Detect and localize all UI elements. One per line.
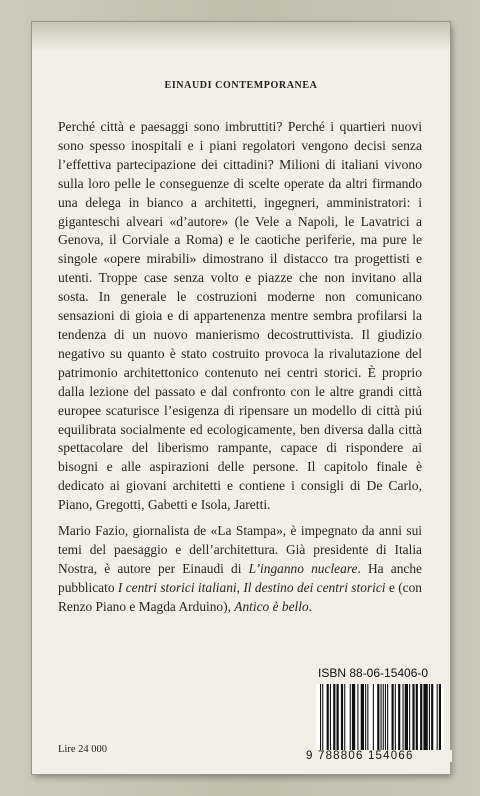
book-title: Il destino dei centri storici <box>243 579 386 595</box>
barcode-bar <box>420 684 422 750</box>
barcode-bar <box>344 684 345 750</box>
book-title: Antico è bello <box>234 598 309 614</box>
price-label: Lire 24 000 <box>58 744 107 755</box>
barcode-bar <box>429 684 430 750</box>
blurb-text: Perché città e paesaggi sono imbruttiti? Perché i quartieri nuovi sono spesso inospitali e i piani regolatori vengono decisi senza l’effettiva partecipazione dei cittadini? Milioni di italiani vivono sulla loro pelle le conseguenze di scelte operate da altri firmando una delega in bianco a architetti, ingegneri, amministratori: i giganteschi alveari «d’autore» (le Vele a Napoli, le Lavatrici a Genova, il Corviale a Roma) e le caotiche periferie, ma pure le singole «opere mirabili» dimostrano il distacco tra progettisti e utenti. Troppe case senza volto e piazze che non invitano alla sosta. In generale le costruzioni moderne non comunicano sensazioni di gioia e di appartenenza mentre sembra profilarsi la tendenza di un nuovo manierismo decostruttivista. Il giudizio negativo su quanto è stato costruito provoca la rivalutazione del patrimonio architettonico contenuto nei centri storici. È proprio dalla lezione del passato e dal confronto con le altre grandi città europee scaturisce l’esigenza di ripensare un modello di città piú equilibrata socialmente ed ecologicamente, ben diversa dalla città spettacolare del liberismo rampante, capace di rispondere ai bisogni e alle aspirazioni delle persone. Il capitolo finale è dedicato ai giovani architetti e contiene i consigli di De Carlo, Piano, Gregotti, Gabetti e Isola, Jaretti. <box>58 119 422 513</box>
barcode-bar <box>409 684 410 750</box>
barcode-bar <box>322 684 323 750</box>
barcode-bar <box>398 684 400 750</box>
isbn-label: ISBN 88-06-15406-0 <box>318 666 429 680</box>
barcode-bar <box>367 684 368 750</box>
barcode-bar <box>350 684 351 750</box>
barcode-bar <box>365 684 366 750</box>
barcode-bar <box>416 684 418 750</box>
barcode-bar <box>431 684 433 750</box>
barcode-bar <box>341 684 343 750</box>
barcode-bar <box>377 684 379 750</box>
barcode-bar <box>387 684 388 750</box>
barcode-bar <box>373 684 374 750</box>
barcode-bar <box>385 684 386 750</box>
barcode-bar <box>439 684 441 750</box>
barcode-bar <box>403 684 404 750</box>
barcode-bar <box>330 684 331 750</box>
barcode-bar <box>357 684 358 750</box>
barcode-bar <box>337 684 339 750</box>
barcode-bar <box>423 684 427 750</box>
barcode-bar <box>381 684 382 750</box>
barcode-bar <box>392 684 394 750</box>
author-bio: Mario Fazio, giornalista de «La Stampa», è impegnato da anni sui temi del paesaggio e dell’architettura. Già presidente di Italia Nostra, è autore per Einaudi di L’inganno nucleare. Ha anche pubblicato I centri storici italiani, Il destino dei centri storici e (con Renzo Piano e Magda Arduino), Antico è bello. <box>58 523 422 614</box>
barcode-bar <box>361 684 364 750</box>
book-title: I centri storici italiani <box>117 579 237 595</box>
book-back-cover <box>32 22 450 774</box>
barcode-bar <box>395 684 396 750</box>
barcode-digits: 9 788806 154066 <box>306 750 452 762</box>
series-title: EINAUDI CONTEMPORANEA <box>164 80 318 91</box>
barcode-bar <box>405 684 408 750</box>
barcode-bar <box>333 684 335 750</box>
barcode-bar <box>412 684 414 750</box>
barcode-bar <box>383 684 384 750</box>
barcode-bar <box>352 684 355 750</box>
book-title: L’inganno nucleare <box>248 560 358 576</box>
barcode-bar <box>320 684 321 750</box>
barcode-bar <box>437 684 438 750</box>
barcode-bar <box>327 684 329 750</box>
